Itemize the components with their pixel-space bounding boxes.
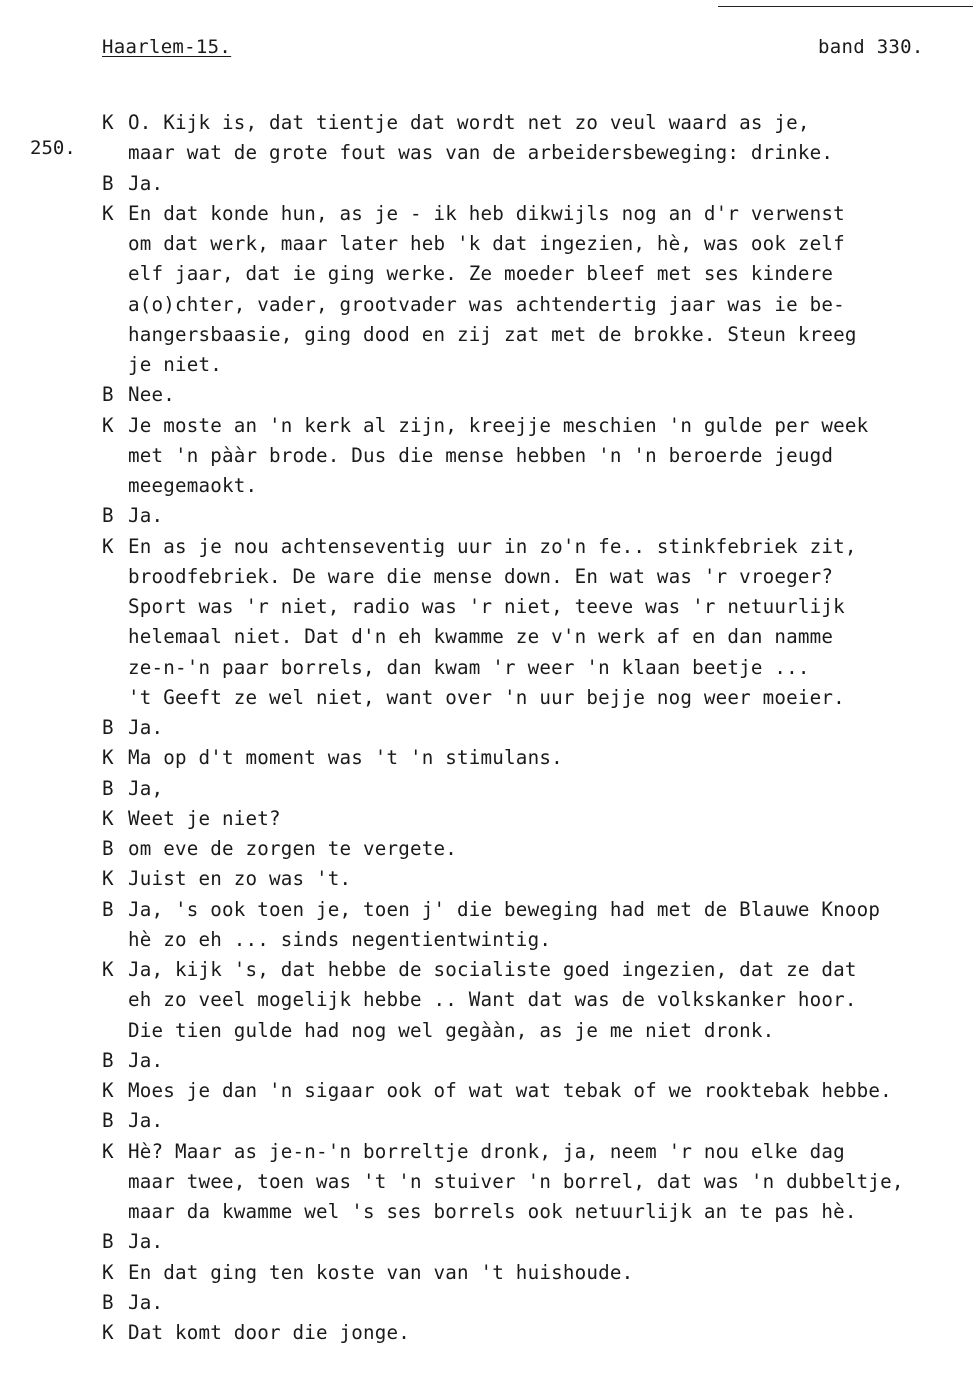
speaker-label: B xyxy=(102,716,114,739)
transcript-line xyxy=(102,108,962,138)
line-text: Ja, xyxy=(128,776,164,800)
transcript-line xyxy=(102,955,962,985)
transcript-line xyxy=(102,774,962,804)
line-text: je niet. xyxy=(128,353,223,376)
speaker-label: K xyxy=(102,534,114,558)
line-text: 't Geeft ze wel niet, want over 'n uur bejje nog weer moeier. xyxy=(128,685,845,709)
speaker-label: K xyxy=(102,746,114,770)
line-text: Weet je niet? xyxy=(128,806,281,830)
transcript-line xyxy=(102,1016,962,1046)
speaker-label: K xyxy=(102,1079,114,1102)
transcript-line xyxy=(102,864,962,894)
document-header-right: band 330. xyxy=(818,36,924,58)
transcript-line xyxy=(102,592,962,622)
transcript-line xyxy=(102,683,962,713)
line-text: Ja. xyxy=(128,171,164,195)
transcript-line xyxy=(102,138,962,168)
line-text: Ja, 's ook toen je, toen j' die beweging had met de Blauwe Knoop xyxy=(128,897,881,921)
speaker-label: B xyxy=(102,1109,114,1133)
line-text: Moes je dan 'n sigaar ook of wat wat tebak of we rooktebak hebbe. xyxy=(128,1079,892,1102)
speaker-label: B xyxy=(102,504,114,528)
transcript-line xyxy=(102,471,962,501)
line-text: Ja. xyxy=(128,1290,164,1314)
line-text: Ja. xyxy=(128,1109,164,1133)
transcript-line xyxy=(102,743,962,773)
transcript-line xyxy=(102,1076,962,1106)
line-text: Ja, kijk 's, dat hebbe de socialiste goed ingezien, dat ze dat xyxy=(128,958,857,981)
transcript-line xyxy=(102,501,962,531)
transcript-line xyxy=(102,199,962,229)
speaker-label: K xyxy=(102,413,114,437)
transcript-line xyxy=(102,532,962,562)
line-text: elf jaar, dat ie ging werke. Ze moeder bleef met ses kindere xyxy=(128,262,834,286)
transcript-line xyxy=(102,259,962,289)
line-text: om eve de zorgen te vergete. xyxy=(128,837,458,860)
line-text: meegemaokt. xyxy=(128,474,258,497)
speaker-label: B xyxy=(102,1290,114,1314)
transcript-line xyxy=(102,925,962,955)
line-text: Ja. xyxy=(128,1230,164,1254)
line-text: En dat ging ten koste van van 't huishoude. xyxy=(128,1260,634,1284)
transcript-line xyxy=(102,411,962,441)
speaker-label: K xyxy=(102,111,114,134)
transcript-line xyxy=(102,441,962,471)
transcript-line xyxy=(102,1106,962,1136)
line-text: Die tien gulde had nog wel gegààn, as je me niet dronk. xyxy=(128,1018,775,1042)
line-text: Hè? Maar as je-n-'n borreltje dronk, ja, neem 'r nou elke dag xyxy=(128,1139,845,1163)
line-text: om dat werk, maar later heb 'k dat ingezien, hè, was ook zelf xyxy=(128,232,845,255)
transcript-line xyxy=(102,1046,962,1076)
transcript-line xyxy=(102,895,962,925)
transcript-line xyxy=(102,622,962,652)
speaker-label: K xyxy=(102,806,114,830)
speaker-label: K xyxy=(102,867,114,891)
line-text: a(o)chter, vader, grootvader was achtendertig jaar was ie be- xyxy=(128,292,845,316)
line-text: Dat komt door die jonge. xyxy=(128,1321,411,1344)
line-text: eh zo veel mogelijk hebbe .. Want dat was de volkskanker hoor. xyxy=(128,988,857,1012)
transcript-line xyxy=(102,1137,962,1167)
speaker-label: B xyxy=(102,1230,114,1254)
line-text: Ja. xyxy=(128,1048,164,1072)
speaker-label: B xyxy=(102,776,114,800)
line-text: O. Kijk is, dat tientje dat wordt net zo veul waard as je, xyxy=(128,111,810,134)
top-rule xyxy=(718,6,973,7)
transcript-line xyxy=(102,290,962,320)
document-header-left: Haarlem-15. xyxy=(102,36,232,58)
line-text: Ma op d't moment was 't 'n stimulans. xyxy=(128,746,563,770)
transcript-line xyxy=(102,985,962,1015)
transcript-line xyxy=(102,1197,962,1227)
line-text: maar twee, toen was 't 'n stuiver 'n borrel, dat was 'n dubbeltje, xyxy=(128,1169,904,1193)
transcript-line xyxy=(102,1318,962,1348)
transcript-line xyxy=(102,350,962,380)
transcript-line xyxy=(102,320,962,350)
line-text: maar da kwamme wel 's ses borrels ook netuurlijk an te pas hè. xyxy=(128,1200,857,1223)
line-text: En as je nou achtenseventig uur in zo'n fe.. stinkfebriek zit, xyxy=(128,534,857,558)
speaker-label: K xyxy=(102,1260,114,1284)
transcript-line xyxy=(102,169,962,199)
speaker-label: K xyxy=(102,958,114,981)
speaker-label: B xyxy=(102,171,114,195)
line-text: Ja. xyxy=(128,504,164,528)
line-text: ze-n-'n paar borrels, dan kwam 'r weer 'n klaan beetje ... xyxy=(128,655,810,679)
line-text: Nee. xyxy=(128,383,176,407)
speaker-label: K xyxy=(102,201,114,225)
transcript-line xyxy=(102,834,962,864)
line-text: hangersbaasie, ging dood en zij zat met de brokke. Steun kreeg xyxy=(128,322,857,346)
transcript-line xyxy=(102,713,962,743)
transcript-line xyxy=(102,1258,962,1288)
line-text: En dat konde hun, as je - ik heb dikwijls nog an d'r verwenst xyxy=(128,201,845,225)
speaker-label: B xyxy=(102,383,114,407)
line-text: Juist en zo was 't. xyxy=(128,867,352,891)
speaker-label: K xyxy=(102,1321,114,1344)
transcript-line xyxy=(102,653,962,683)
line-text: Ja. xyxy=(128,716,164,739)
transcript-body xyxy=(102,108,962,1348)
speaker-label: B xyxy=(102,837,114,860)
transcript-line xyxy=(102,380,962,410)
line-text: maar wat de grote fout was van de arbeidersbeweging: drinke. xyxy=(128,141,834,165)
speaker-label: B xyxy=(102,897,114,921)
line-text: broodfebriek. De ware die mense down. En wat was 'r vroeger? xyxy=(128,564,834,588)
speaker-label: B xyxy=(102,1048,114,1072)
transcript-line xyxy=(102,562,962,592)
line-text: Sport was 'r niet, radio was 'r niet, teeve was 'r netuurlijk xyxy=(128,595,845,618)
line-text: helemaal niet. Dat d'n eh kwamme ze v'n werk af en dan namme xyxy=(128,625,834,649)
line-text: met 'n pààr brode. Dus die mense hebben 'n 'n beroerde jeugd xyxy=(128,443,834,467)
margin-line-number: 250. xyxy=(30,137,76,159)
transcript-line xyxy=(102,804,962,834)
transcript-line xyxy=(102,1227,962,1257)
transcript-line xyxy=(102,1288,962,1318)
transcript-line xyxy=(102,229,962,259)
line-text: Je moste an 'n kerk al zijn, kreejje meschien 'n gulde per week xyxy=(128,413,869,437)
transcript-line xyxy=(102,1167,962,1197)
speaker-label: K xyxy=(102,1139,114,1163)
line-text: hè zo eh ... sinds negentientwintig. xyxy=(128,927,552,951)
